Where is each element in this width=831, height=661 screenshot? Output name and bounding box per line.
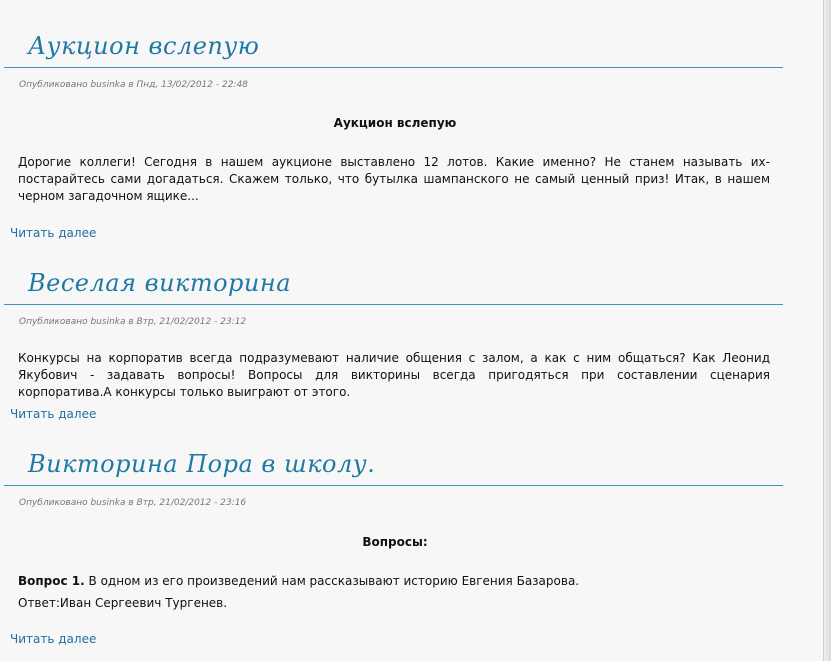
- answer-line: Ответ:Иван Сергеевич Тургенев.: [18, 596, 228, 610]
- title-divider: [4, 304, 783, 305]
- post-title-link[interactable]: Викторина Пора в школу.: [28, 450, 376, 478]
- post-title-link[interactable]: Аукцион вслепую: [28, 32, 260, 60]
- read-more-link[interactable]: Читать далее: [10, 226, 97, 240]
- post-meta: Опубликовано businka в Втр, 21/02/2012 - 23:12: [19, 317, 247, 327]
- title-divider: [4, 67, 783, 68]
- post-meta: Опубликовано businka в Пнд, 13/02/2012 - 22:48: [19, 80, 248, 90]
- question-line: [18, 573, 770, 590]
- post-heading: Аукцион вслепую: [333, 116, 457, 130]
- question-label: Вопрос 1.: [18, 574, 85, 588]
- post-body: Конкурсы на корпоратив всегда подразумевают наличие общения с залом, а как с ним общаться? Как Леонид Якубович - задавать вопросы! Вопросы для викторины всегда пригодяться при составлении сценария корпоратива.А конкурсы только выиграют от этого.: [18, 351, 770, 399]
- post-meta: Опубликовано businka в Втр, 21/02/2012 - 23:16: [19, 498, 247, 508]
- question-text: В одном из его произведений нам рассказывают историю Евгения Базарова.: [84, 574, 580, 588]
- title-divider: [4, 485, 783, 486]
- window-right-edge: [823, 0, 831, 661]
- post-title-link[interactable]: Веселая викторина: [28, 269, 291, 297]
- post-body: Дорогие коллеги! Сегодня в нашем аукционе выставлено 12 лотов. Какие именно? Не станем называть их- постарайтесь сами догадаться. Скажем только, что бутылка шампанского не самый ценный приз! Итак, в нашем черном загадочном ящике...: [18, 155, 770, 203]
- read-more-link[interactable]: Читать далее: [10, 632, 97, 646]
- read-more-link[interactable]: Читать далее: [10, 407, 97, 421]
- post-heading: Вопросы:: [362, 535, 428, 549]
